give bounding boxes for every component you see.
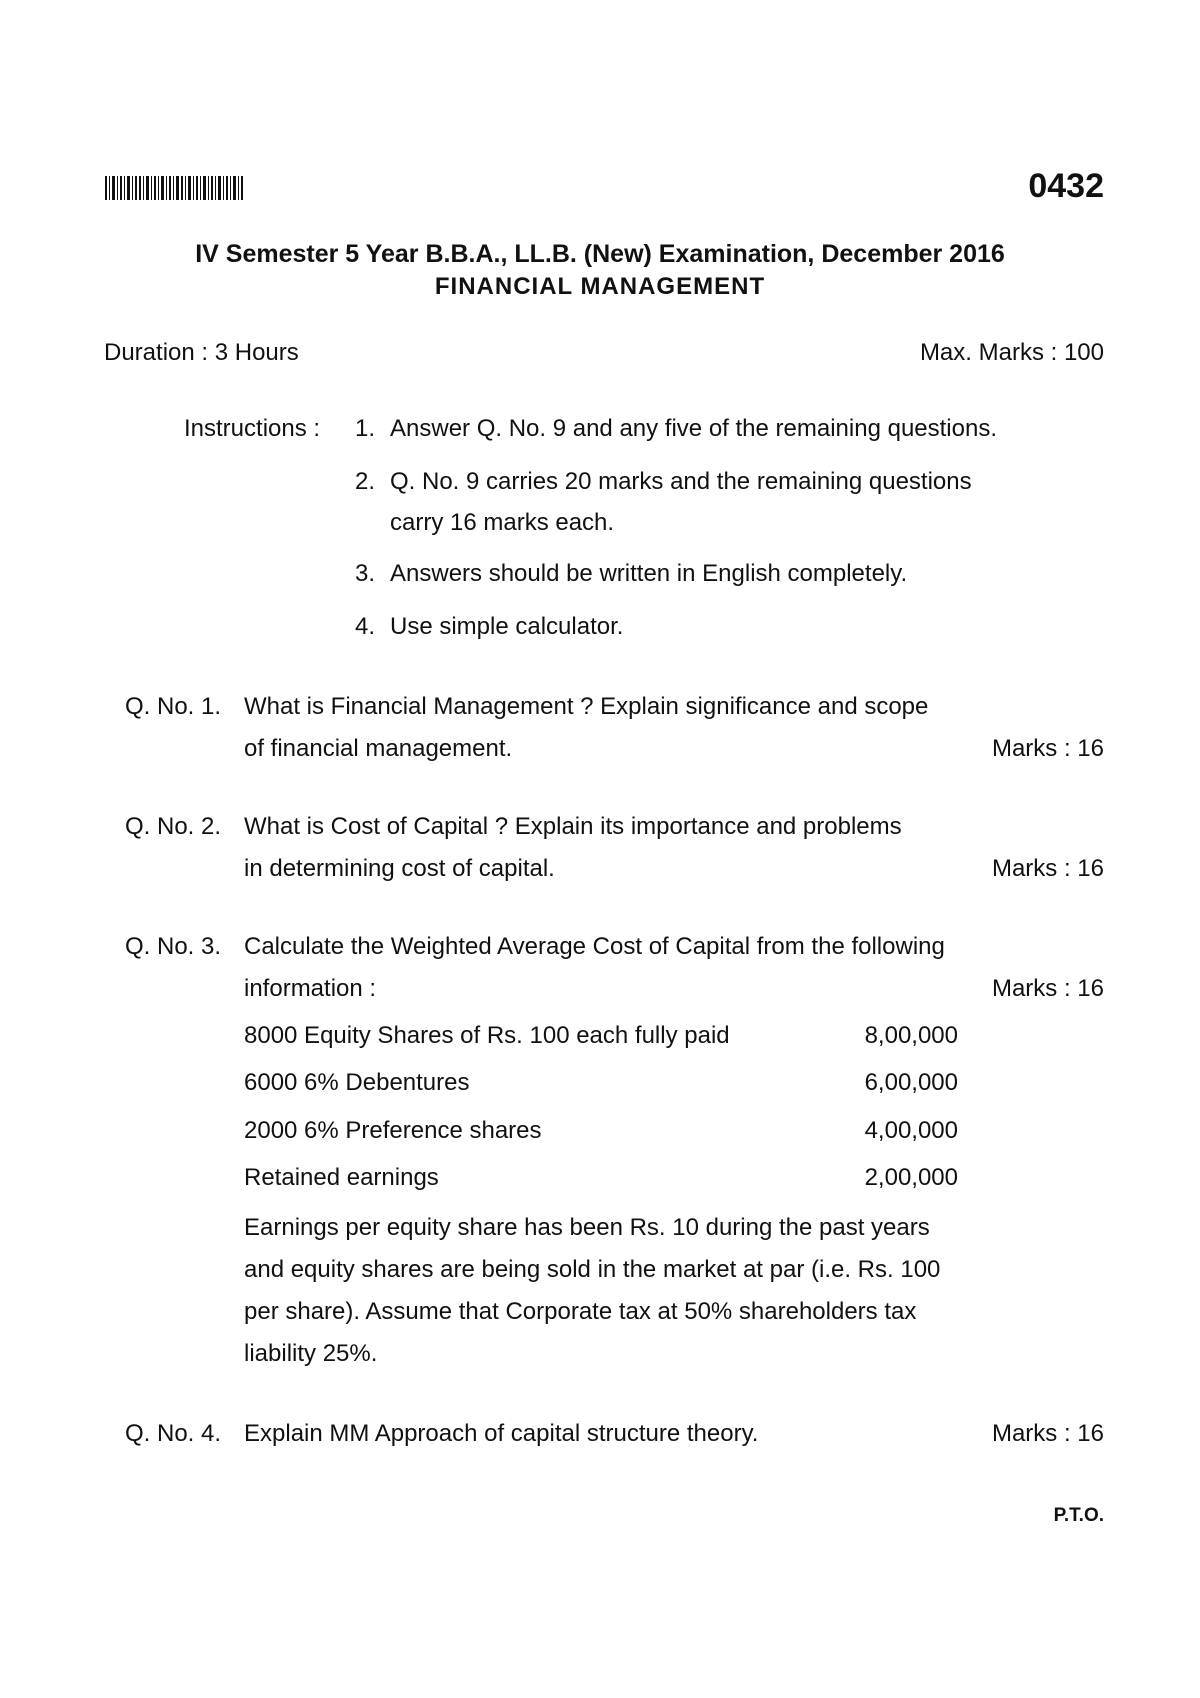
duration: Duration : 3 Hours (104, 339, 299, 366)
capital-item: 8000 Equity Shares of Rs. 100 each fully paid (244, 1022, 730, 1049)
question-text: information : (244, 975, 377, 1002)
question-number: Q. No. 4. (125, 1420, 222, 1447)
question-marks: Marks : 16 (991, 975, 1104, 1002)
instruction-number: 4. (355, 613, 376, 640)
subject-title: FINANCIAL MANAGEMENT (434, 273, 766, 300)
question-note: and equity shares are being sold in the market at par (i.e. Rs. 100 (244, 1256, 941, 1283)
question-note: liability 25%. (244, 1340, 378, 1367)
pto-note: P.T.O. (1053, 1505, 1104, 1526)
paper-code: 0432 (1028, 167, 1104, 205)
instruction-text: Answers should be written in English completely. (390, 560, 908, 587)
question-number: Q. No. 1. (125, 693, 222, 720)
question-text: Calculate the Weighted Average Cost of Capital from the following (244, 933, 945, 960)
capital-item: Retained earnings (244, 1164, 439, 1191)
max-marks: Max. Marks : 100 (919, 339, 1104, 366)
question-marks: Marks : 16 (991, 1420, 1104, 1447)
question-text: Explain MM Approach of capital structure theory. (244, 1420, 759, 1447)
instruction-text: carry 16 marks each. (390, 509, 615, 536)
exam-title: IV Semester 5 Year B.B.A., LL.B. (New) Examination, December 2016 (195, 240, 1005, 268)
question-text: of financial management. (244, 735, 513, 762)
instruction-text: Q. No. 9 carries 20 marks and the remaining questions (390, 468, 972, 495)
capital-item: 6000 6% Debentures (244, 1069, 470, 1096)
question-text: What is Cost of Capital ? Explain its importance and problems (244, 813, 902, 840)
capital-amount: 2,00,000 (864, 1164, 958, 1191)
instructions-label: Instructions : (184, 415, 321, 442)
capital-item: 2000 6% Preference shares (244, 1117, 542, 1144)
question-marks: Marks : 16 (991, 855, 1104, 882)
instruction-number: 3. (355, 560, 376, 587)
barcode (105, 176, 243, 200)
instruction-text: Use simple calculator. (390, 613, 624, 640)
question-text: in determining cost of capital. (244, 855, 555, 882)
capital-amount: 4,00,000 (864, 1117, 958, 1144)
instruction-number: 1. (355, 415, 376, 442)
instruction-number: 2. (355, 468, 376, 495)
question-marks: Marks : 16 (991, 735, 1104, 762)
question-note: per share). Assume that Corporate tax at 50% shareholders tax (244, 1298, 917, 1325)
question-note: Earnings per equity share has been Rs. 10 during the past years (244, 1214, 930, 1241)
question-text: What is Financial Management ? Explain significance and scope (244, 693, 929, 720)
instruction-text: Answer Q. No. 9 and any five of the remaining questions. (390, 415, 997, 442)
question-number: Q. No. 2. (125, 813, 222, 840)
capital-amount: 8,00,000 (864, 1022, 958, 1049)
question-number: Q. No. 3. (125, 933, 222, 960)
capital-amount: 6,00,000 (864, 1069, 958, 1096)
